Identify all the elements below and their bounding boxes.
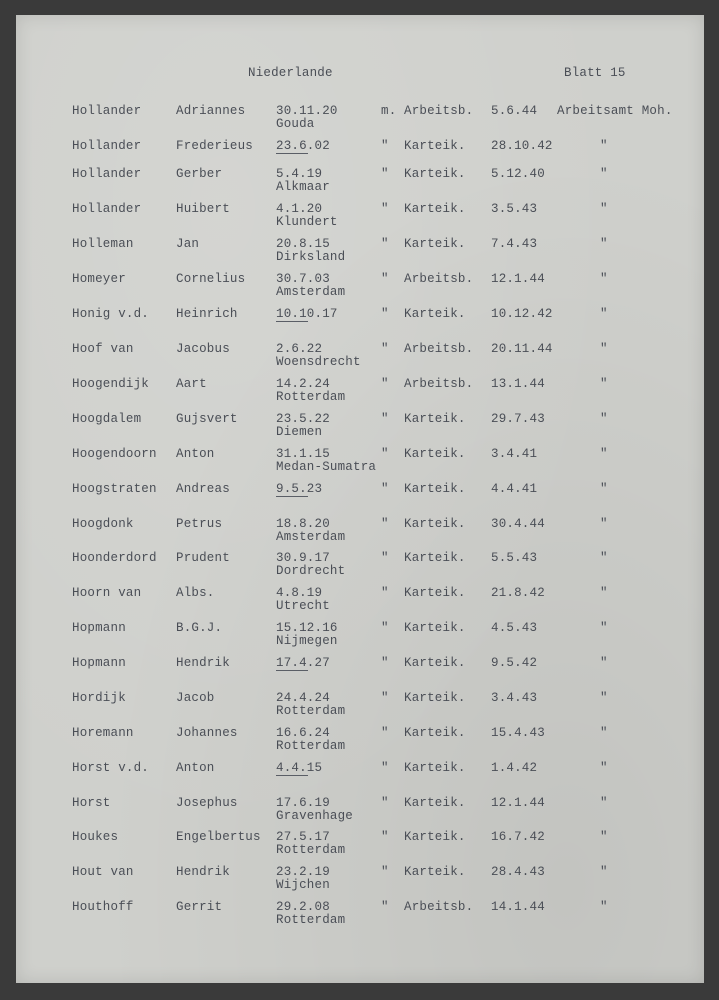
table-row [0, 237, 719, 271]
office-cell: " [600, 865, 608, 879]
record-date-cell: 4.4.41 [491, 482, 538, 496]
surname-cell: Hopmann [72, 621, 126, 635]
sex-cell: " [381, 586, 389, 600]
birth-place-cell: Rotterdam [276, 390, 346, 404]
birth-date-cell: 18.8.20 [276, 517, 330, 531]
surname-cell: Holleman [72, 237, 134, 251]
given-name-cell: Aart [176, 377, 207, 391]
dash-line [276, 321, 308, 322]
record-date-cell: 28.4.43 [491, 865, 545, 879]
surname-cell: Hoogdonk [72, 517, 134, 531]
source-cell: Karteik. [404, 586, 466, 600]
source-cell: Karteik. [404, 482, 466, 496]
table-row [0, 517, 719, 551]
office-cell: Arbeitsamt Moh. [557, 104, 673, 118]
birth-date-cell: 23.6.02 [276, 139, 330, 153]
table-row [0, 586, 719, 620]
record-date-cell: 14.1.44 [491, 900, 545, 914]
record-date-cell: 30.4.44 [491, 517, 545, 531]
birth-date-cell: 15.12.16 [276, 621, 338, 635]
table-row [0, 482, 719, 516]
sex-cell: " [381, 761, 389, 775]
sex-cell: " [381, 167, 389, 181]
source-cell: Karteik. [404, 167, 466, 181]
office-cell: " [600, 139, 608, 153]
source-cell: Karteik. [404, 726, 466, 740]
office-cell: " [600, 621, 608, 635]
sex-cell: " [381, 551, 389, 565]
record-date-cell: 3.5.43 [491, 202, 538, 216]
birth-date-cell: 23.5.22 [276, 412, 330, 426]
birth-place-cell: Medan-Sumatra [276, 460, 377, 474]
table-row [0, 551, 719, 585]
sex-cell: " [381, 517, 389, 531]
given-name-cell: Petrus [176, 517, 223, 531]
sex-cell: " [381, 202, 389, 216]
birth-date-cell: 14.2.24 [276, 377, 330, 391]
record-date-cell: 20.11.44 [491, 342, 553, 356]
given-name-cell: Hendrik [176, 656, 230, 670]
record-date-cell: 4.5.43 [491, 621, 538, 635]
sheet-number: Blatt 15 [564, 66, 626, 80]
surname-cell: Hoogstraten [72, 482, 157, 496]
given-name-cell: Gerber [176, 167, 223, 181]
surname-cell: Homeyer [72, 272, 126, 286]
source-cell: Karteik. [404, 139, 466, 153]
record-date-cell: 3.4.43 [491, 691, 538, 705]
sex-cell: " [381, 865, 389, 879]
source-cell: Karteik. [404, 412, 466, 426]
given-name-cell: Gujsvert [176, 412, 238, 426]
table-row [0, 447, 719, 481]
source-cell: Karteik. [404, 307, 466, 321]
office-cell: " [600, 377, 608, 391]
source-cell: Karteik. [404, 691, 466, 705]
office-cell: " [600, 551, 608, 565]
birth-date-cell: 31.1.15 [276, 447, 330, 461]
sex-cell: " [381, 621, 389, 635]
office-cell: " [600, 412, 608, 426]
given-name-cell: Engelbertus [176, 830, 261, 844]
table-row [0, 272, 719, 306]
given-name-cell: Jacobus [176, 342, 230, 356]
record-date-cell: 5.5.43 [491, 551, 538, 565]
given-name-cell: B.G.J. [176, 621, 223, 635]
birth-place-cell: Rotterdam [276, 843, 346, 857]
office-cell: " [600, 761, 608, 775]
office-cell: " [600, 830, 608, 844]
surname-cell: Hoof van [72, 342, 134, 356]
given-name-cell: Andreas [176, 482, 230, 496]
record-date-cell: 12.1.44 [491, 796, 545, 810]
birth-place-cell: Alkmaar [276, 180, 330, 194]
sex-cell: " [381, 237, 389, 251]
birth-date-cell: 16.6.24 [276, 726, 330, 740]
record-date-cell: 12.1.44 [491, 272, 545, 286]
birth-date-cell: 29.2.08 [276, 900, 330, 914]
source-cell: Arbeitsb. [404, 342, 474, 356]
office-cell: " [600, 272, 608, 286]
birth-place-cell: Gouda [276, 117, 315, 131]
birth-place-cell: Woensdrecht [276, 355, 361, 369]
table-row [0, 621, 719, 655]
record-date-cell: 5.6.44 [491, 104, 538, 118]
birth-date-cell: 5.4.19 [276, 167, 323, 181]
birth-place-cell: Rotterdam [276, 913, 346, 927]
source-cell: Karteik. [404, 830, 466, 844]
table-row [0, 167, 719, 201]
table-row [0, 761, 719, 795]
sex-cell: " [381, 139, 389, 153]
dash-line [276, 775, 308, 776]
record-date-cell: 29.7.43 [491, 412, 545, 426]
birth-date-cell: 4.4.15 [276, 761, 323, 775]
surname-cell: Hollander [72, 202, 142, 216]
table-row [0, 830, 719, 864]
source-cell: Karteik. [404, 237, 466, 251]
sex-cell: " [381, 272, 389, 286]
table-row [0, 412, 719, 446]
sex-cell: " [381, 447, 389, 461]
table-row [0, 656, 719, 690]
sex-cell: " [381, 796, 389, 810]
record-date-cell: 5.12.40 [491, 167, 545, 181]
source-cell: Karteik. [404, 517, 466, 531]
record-date-cell: 16.7.42 [491, 830, 545, 844]
surname-cell: Hoorn van [72, 586, 142, 600]
birth-date-cell: 4.8.19 [276, 586, 323, 600]
office-cell: " [600, 167, 608, 181]
given-name-cell: Huibert [176, 202, 230, 216]
given-name-cell: Jan [176, 237, 200, 251]
surname-cell: Hoogdalem [72, 412, 142, 426]
table-row [0, 726, 719, 760]
source-cell: Karteik. [404, 447, 466, 461]
birth-date-cell: 27.5.17 [276, 830, 330, 844]
surname-cell: Hordijk [72, 691, 126, 705]
office-cell: " [600, 517, 608, 531]
birth-place-cell: Diemen [276, 425, 323, 439]
source-cell: Karteik. [404, 796, 466, 810]
record-date-cell: 1.4.42 [491, 761, 538, 775]
surname-cell: Hoonderdord [72, 551, 157, 565]
source-cell: Karteik. [404, 761, 466, 775]
birth-date-cell: 30.11.20 [276, 104, 338, 118]
surname-cell: Horst v.d. [72, 761, 150, 775]
given-name-cell: Heinrich [176, 307, 238, 321]
surname-cell: Horst [72, 796, 111, 810]
table-row [0, 691, 719, 725]
birth-place-cell: Wijchen [276, 878, 330, 892]
given-name-cell: Prudent [176, 551, 230, 565]
given-name-cell: Anton [176, 761, 215, 775]
birth-place-cell: Gravenhage [276, 809, 354, 823]
sex-cell: " [381, 726, 389, 740]
birth-date-cell: 2.6.22 [276, 342, 323, 356]
surname-cell: Houkes [72, 830, 119, 844]
given-name-cell: Gerrit [176, 900, 223, 914]
source-cell: Karteik. [404, 656, 466, 670]
birth-place-cell: Amsterdam [276, 530, 346, 544]
birth-place-cell: Nijmegen [276, 634, 338, 648]
record-date-cell: 21.8.42 [491, 586, 545, 600]
birth-place-cell: Amsterdam [276, 285, 346, 299]
surname-cell: Hopmann [72, 656, 126, 670]
sex-cell: " [381, 307, 389, 321]
given-name-cell: Hendrik [176, 865, 230, 879]
given-name-cell: Anton [176, 447, 215, 461]
given-name-cell: Jacob [176, 691, 215, 705]
record-date-cell: 10.12.42 [491, 307, 553, 321]
given-name-cell: Johannes [176, 726, 238, 740]
office-cell: " [600, 586, 608, 600]
table-row [0, 796, 719, 830]
table-row [0, 900, 719, 934]
office-cell: " [600, 482, 608, 496]
birth-place-cell: Klundert [276, 215, 338, 229]
source-cell: Arbeitsb. [404, 900, 474, 914]
surname-cell: Hoogendoorn [72, 447, 157, 461]
birth-date-cell: 30.7.03 [276, 272, 330, 286]
record-date-cell: 13.1.44 [491, 377, 545, 391]
table-row [0, 865, 719, 899]
given-name-cell: Cornelius [176, 272, 246, 286]
birth-date-cell: 17.4.27 [276, 656, 330, 670]
surname-cell: Hout van [72, 865, 134, 879]
surname-cell: Hollander [72, 167, 142, 181]
record-date-cell: 3.4.41 [491, 447, 538, 461]
birth-place-cell: Rotterdam [276, 704, 346, 718]
birth-date-cell: 17.6.19 [276, 796, 330, 810]
birth-date-cell: 24.4.24 [276, 691, 330, 705]
birth-date-cell: 10.10.17 [276, 307, 338, 321]
table-row [0, 104, 719, 138]
office-cell: " [600, 447, 608, 461]
sex-cell: " [381, 691, 389, 705]
birth-date-cell: 4.1.20 [276, 202, 323, 216]
source-cell: Karteik. [404, 865, 466, 879]
source-cell: Arbeitsb. [404, 104, 474, 118]
given-name-cell: Adriannes [176, 104, 246, 118]
table-row [0, 377, 719, 411]
surname-cell: Hoogendijk [72, 377, 150, 391]
birth-date-cell: 23.2.19 [276, 865, 330, 879]
surname-cell: Honig v.d. [72, 307, 150, 321]
dash-line [276, 496, 308, 497]
sex-cell: m. [381, 104, 397, 118]
sex-cell: " [381, 900, 389, 914]
record-date-cell: 7.4.43 [491, 237, 538, 251]
given-name-cell: Albs. [176, 586, 215, 600]
birth-place-cell: Dordrecht [276, 564, 346, 578]
table-row [0, 307, 719, 341]
source-cell: Arbeitsb. [404, 272, 474, 286]
birth-place-cell: Dirksland [276, 250, 346, 264]
birth-place-cell: Rotterdam [276, 739, 346, 753]
office-cell: " [600, 237, 608, 251]
office-cell: " [600, 307, 608, 321]
table-row [0, 202, 719, 236]
office-cell: " [600, 796, 608, 810]
sex-cell: " [381, 412, 389, 426]
table-row [0, 342, 719, 376]
record-date-cell: 15.4.43 [491, 726, 545, 740]
source-cell: Arbeitsb. [404, 377, 474, 391]
given-name-cell: Frederieus [176, 139, 254, 153]
birth-date-cell: 30.9.17 [276, 551, 330, 565]
dash-line [276, 670, 308, 671]
sex-cell: " [381, 656, 389, 670]
birth-date-cell: 9.5.23 [276, 482, 323, 496]
dash-line [276, 153, 308, 154]
birth-date-cell: 20.8.15 [276, 237, 330, 251]
surname-cell: Hollander [72, 104, 142, 118]
office-cell: " [600, 202, 608, 216]
record-date-cell: 28.10.42 [491, 139, 553, 153]
office-cell: " [600, 691, 608, 705]
surname-cell: Houthoff [72, 900, 134, 914]
surname-cell: Hollander [72, 139, 142, 153]
sex-cell: " [381, 830, 389, 844]
office-cell: " [600, 900, 608, 914]
list-title: Niederlande [248, 66, 333, 80]
source-cell: Karteik. [404, 202, 466, 216]
source-cell: Karteik. [404, 621, 466, 635]
sex-cell: " [381, 482, 389, 496]
surname-cell: Horemann [72, 726, 134, 740]
source-cell: Karteik. [404, 551, 466, 565]
office-cell: " [600, 342, 608, 356]
given-name-cell: Josephus [176, 796, 238, 810]
record-date-cell: 9.5.42 [491, 656, 538, 670]
sex-cell: " [381, 342, 389, 356]
office-cell: " [600, 656, 608, 670]
sex-cell: " [381, 377, 389, 391]
office-cell: " [600, 726, 608, 740]
birth-place-cell: Utrecht [276, 599, 330, 613]
